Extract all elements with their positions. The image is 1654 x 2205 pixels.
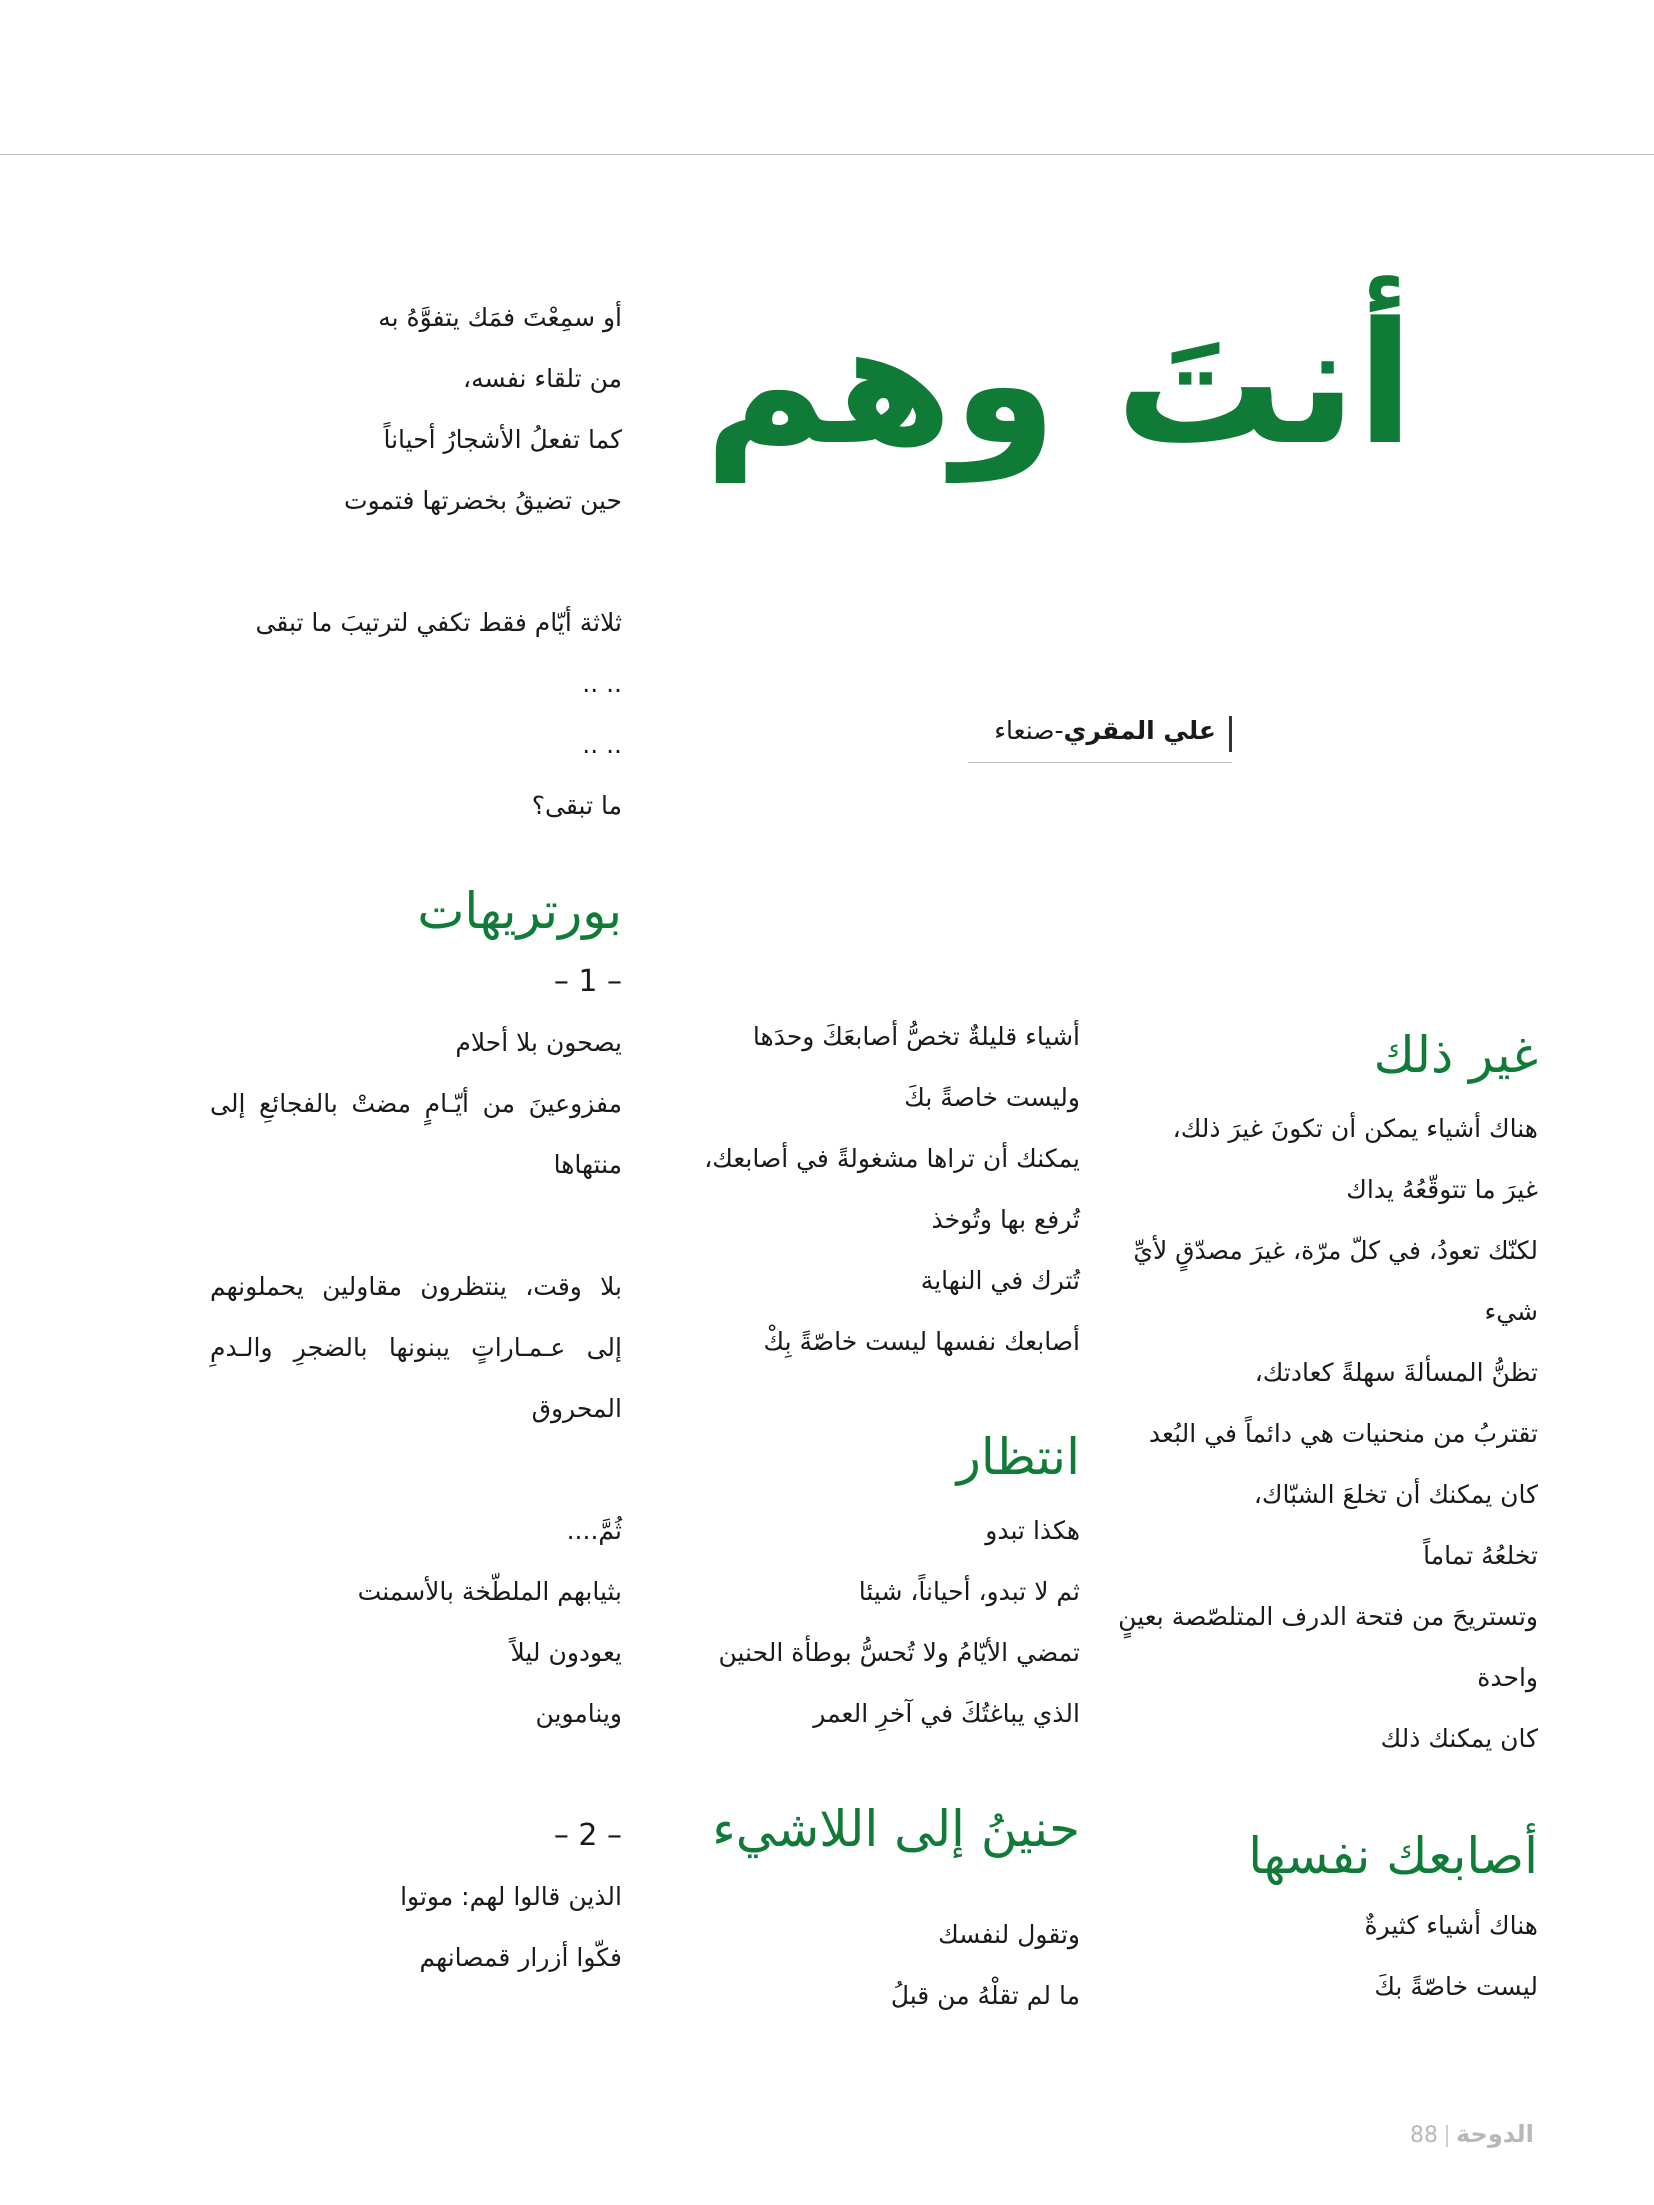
column-left: [210, 287, 622, 1988]
column-middle: [690, 1006, 1080, 2026]
page-title: أنتَ وهم: [704, 286, 1414, 482]
byline: [968, 712, 1232, 763]
poem-line: يمكنك أن تراها مشغولةً في أصابعك،: [704, 1144, 1080, 1173]
poem-line: شيء: [1484, 1297, 1538, 1326]
poem-line: أصابعك نفسها ليست خاصّةً بِكْ: [763, 1327, 1080, 1356]
footer-separator: [1446, 2125, 1448, 2147]
poem-line: غيرَ ما تتوقّعُهُ يداك: [1346, 1175, 1538, 1204]
poem-line: يصحون بلا أحلام: [455, 1028, 622, 1057]
poem-line: الذين قالوا لهم: موتوا: [400, 1882, 622, 1911]
poem-line: تخلعُهُ تماماً: [1423, 1541, 1538, 1570]
section-number: – 1 –: [553, 964, 622, 999]
poem-line: تقتربُ من منحنيات هي دائماً في البُعد: [1148, 1419, 1538, 1448]
page-footer: [1410, 2120, 1542, 2148]
poem-line: أو سمِعْتَ فمَك يتفوَّهُ به: [378, 303, 622, 332]
poem-line: ما لم تقلْهُ من قبلُ: [890, 1981, 1080, 2010]
poem-line: كان يمكنك ذلك: [1380, 1724, 1538, 1753]
poem-line: الذي يباغتُكَ في آخرِ العمر: [813, 1699, 1080, 1728]
poem-line: تمضي الأيّامُ ولا تُحسُّ بوطأة الحنين: [718, 1638, 1080, 1667]
page-number: 88: [1410, 2123, 1438, 2148]
poem-line: ثم لا تبدو، أحياناً، شيئا: [858, 1577, 1080, 1606]
section-heading-other: غير ذلك: [1373, 1026, 1538, 1084]
poem-line: ما تبقى؟: [531, 791, 622, 820]
poem-line: هناك أشياء يمكن أن تكونَ غيرَ ذلك،: [1172, 1114, 1538, 1143]
poem-line: هناك أشياء كثيرةٌ: [1364, 1911, 1538, 1940]
poem-line: واحدة: [1477, 1663, 1538, 1692]
poem-line: بلا وقت، ينتظرون مقاولين يحملونهم إلى عـمـاراتٍ يبنونها بالضجرِ والـدمِ المحروق: [210, 1272, 622, 1423]
poem-line: وليست خاصةً بكَ: [904, 1083, 1080, 1112]
poem-line: يعودون ليلاً: [510, 1638, 622, 1667]
poem-line: تُترك في النهاية: [920, 1266, 1080, 1295]
poem-line: ليست خاصّةً بكَ: [1374, 1972, 1538, 2001]
poem-line: وتستريحَ من فتحة الدرف المتلصّصة بعينٍ: [1118, 1602, 1538, 1631]
poem-line: وتقول لنفسك: [938, 1920, 1080, 1949]
poem-line: كما تفعلُ الأشجارُ أحياناً: [383, 425, 622, 454]
column-right: [1118, 1026, 1538, 2017]
poem-line: .. ..: [582, 669, 622, 698]
poem-line: ثُمَّ....: [566, 1516, 622, 1545]
poem-line: كان يمكنك أن تخلعَ الشبّاك،: [1253, 1480, 1538, 1509]
magazine-logo: الدوحة: [1456, 2120, 1534, 2148]
section-heading-fingers: أصابعك نفسها: [1248, 1827, 1538, 1885]
top-rule: [0, 154, 1654, 155]
byline-bar: [1229, 716, 1232, 752]
poem-line: تُرفع بها وتُوخذ: [931, 1205, 1080, 1234]
poem-line: مفزوعينَ من أيّـامٍ مضتْ بالفجائعِ إلى منتهاها: [210, 1089, 622, 1179]
byline-text: [994, 716, 1216, 745]
poem-line: حين تضيقُ بخضرتها فتموت: [344, 486, 622, 515]
poem-line: من تلقاء نفسه،: [463, 364, 622, 393]
poem-line: ثلاثة أيّام فقط تكفي لترتيبَ ما تبقى: [255, 608, 622, 637]
poem-line: ويناموين: [535, 1699, 622, 1728]
section-heading-portraits: بورتريهات: [417, 882, 622, 940]
poem-line: لكنّك تعودُ، في كلّ مرّة، غيرَ مصدّقٍ لأيِّ: [1133, 1236, 1538, 1265]
poem-line: فكّوا أزرار قمصانهم: [419, 1943, 622, 1972]
poem-line: هكذا تبدو: [985, 1516, 1080, 1545]
section-heading-longing: حنينُ إلى اللاشيء: [712, 1800, 1080, 1858]
section-number: – 2 –: [553, 1818, 622, 1853]
poem-line: بثيابهم الملطّخة بالأسمنت: [357, 1577, 622, 1606]
byline-author: علي المقري: [1063, 716, 1216, 745]
poem-line: أشياء قليلةٌ تخصُّ أصابعَكَ وحدَها: [752, 1022, 1080, 1051]
byline-place: -صنعاء: [994, 716, 1064, 745]
poem-line: تظنُّ المسألةَ سهلةً كعادتك،: [1254, 1358, 1538, 1387]
poem-line: .. ..: [582, 730, 622, 759]
section-heading-waiting: انتظار: [956, 1428, 1080, 1486]
